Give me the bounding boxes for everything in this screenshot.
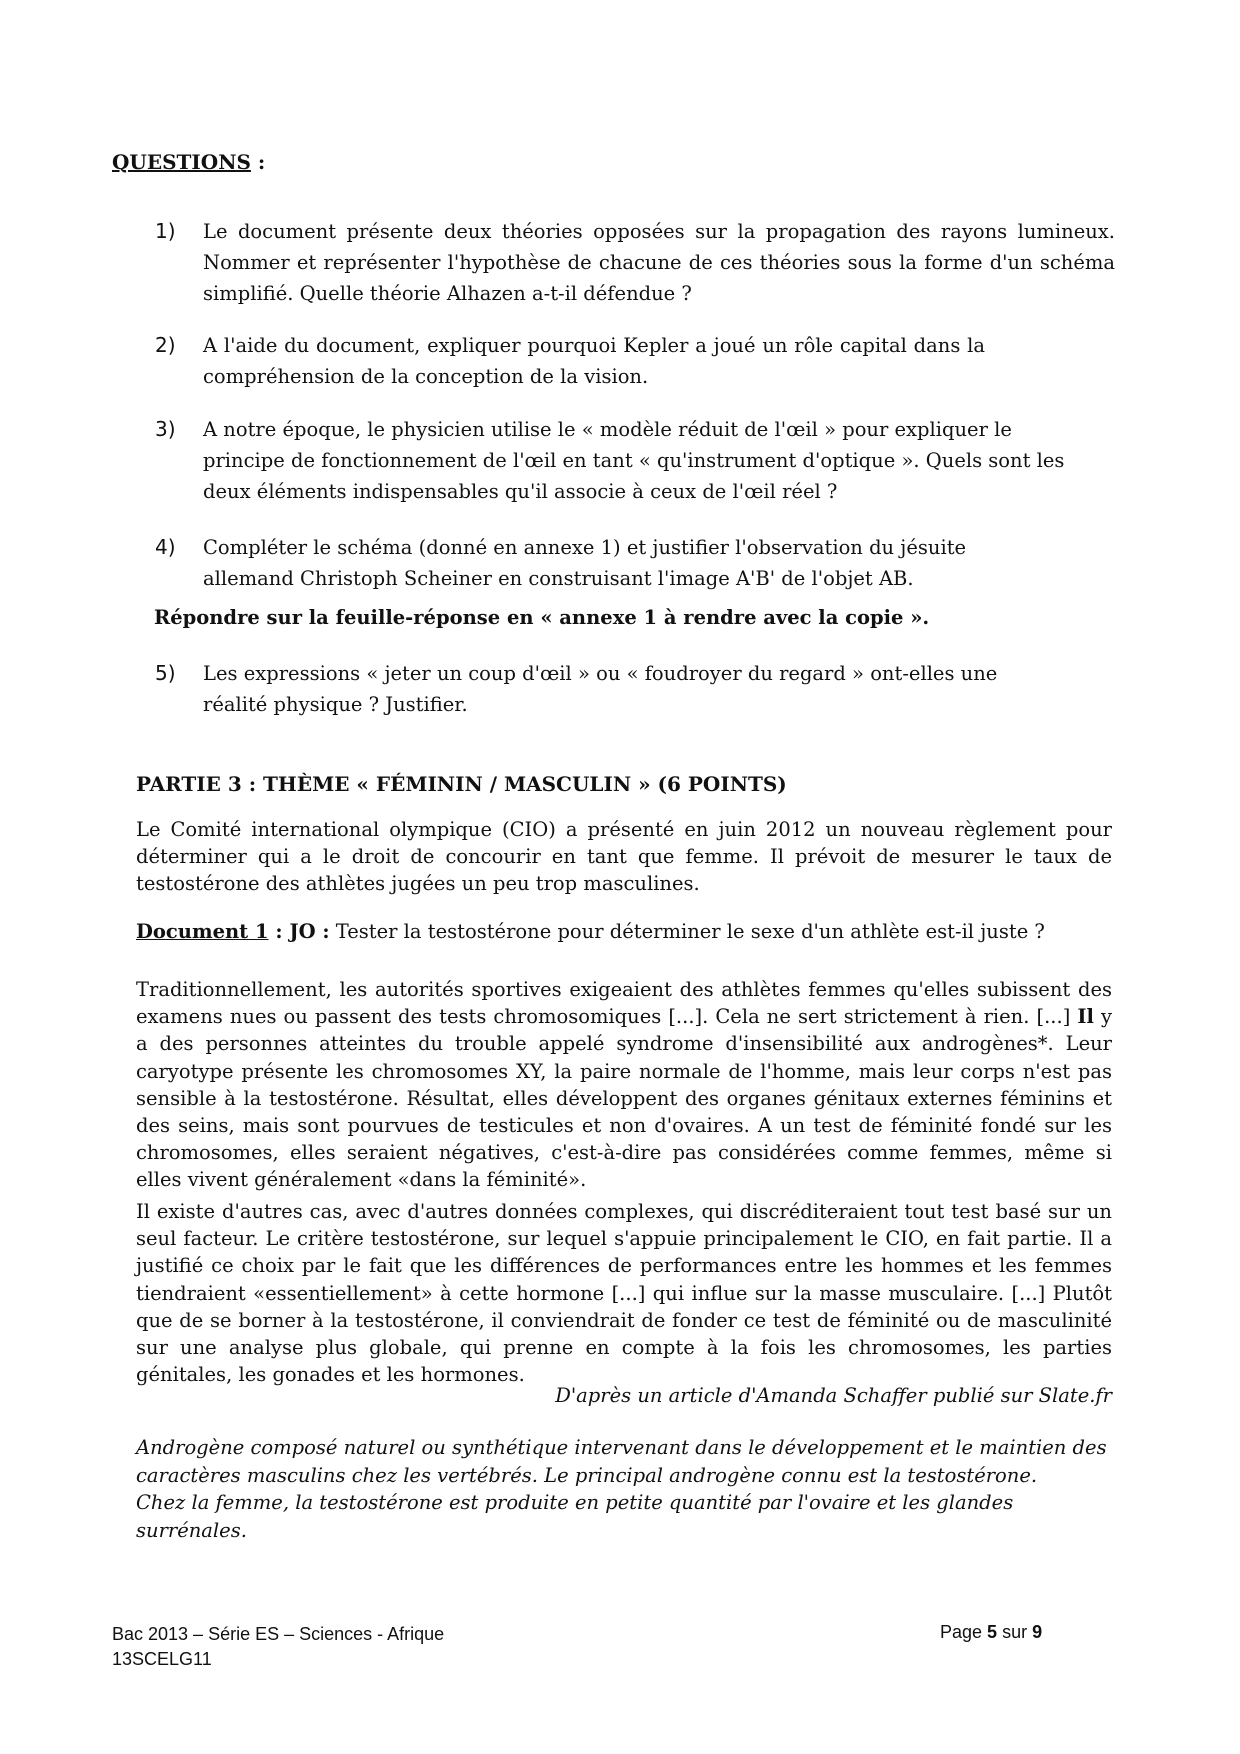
question-text: A l'aide du document, expliquer pourquoi Kepler a joué un rôle capital dans la compréhension de la conception de la vision. [203, 334, 985, 388]
androgen-footnote: Androgène composé naturel ou synthétique intervenant dans le développement et le maintien des caractères masculins chez les vertébrés. Le principal androgène connu est la testostérone. Chez la femme, la testostérone est produite en petite quantité par l'ovaire et les glandes surrénales. [136, 1436, 1107, 1542]
question-number: 4) [155, 535, 176, 559]
footer-page-number: Page 5 sur 9 [940, 1622, 1043, 1642]
part3-intro: Le Comité international olympique (CIO) a présenté en juin 2012 un nouveau règlement pour déterminer qui a le droit de concourir en tant que femme. Il prévoit de mesurer le taux de testostérone des athlètes jugées un peu trop masculines. [136, 818, 1112, 896]
question-number: 5) [155, 661, 176, 685]
footer-exam-info: Bac 2013 – Série ES – Sciences - Afrique 13SCELG11 [112, 1624, 445, 1669]
question-number: 1) [155, 219, 176, 243]
part3-title: PARTIE 3 : THÈME « FÉMININ / MASCULIN » (6 POINTS) [136, 772, 787, 796]
question-text: Les expressions « jeter un coup d'œil » ou « foudroyer du regard » ont-elles une réalité physique ? Justifier. [203, 662, 998, 716]
document1-source: D'après un article d'Amanda Schaffer publié sur Slate.fr [555, 1384, 1112, 1407]
question-text: A notre époque, le physicien utilise le « modèle réduit de l'œil » pour expliquer le principe de fonctionnement de l'œil en tant « qu'instrument d'optique ». Quels sont les deux éléments indispensables qu'il associe à ceux de l'œil réel ? [203, 418, 1065, 503]
document1-paragraph-1: Traditionnellement, les autorités sportives exigeaient des athlètes femmes qu'elles subissent des examens nues ou passent des tests chromosomiques [...]. Cela ne sert strictement à rien. [...] Il y a des personnes atteintes du trouble appelé syndrome d'insensibilité aux androgènes*. Leur caryotype présente les chromosomes XY, la paire normale de l'homme, mais leur corps n'est pas sensible à la testostérone. Résultat, elles développent des organes génitaux externes féminins et des seins, mais sont pourvues de testicules et non d'ovaires. A un test de féminité fondé sur les chromosomes, elles seraient négatives, c'est-à-dire pas considérées comme femmes, même si elles vivent généralement «dans la féminité». [136, 978, 1113, 1192]
question-number: 3) [155, 417, 176, 441]
question-number: 2) [155, 333, 176, 357]
questions-heading: QUESTIONS : [112, 150, 266, 174]
question-text: Le document présente deux théories opposées sur la propagation des rayons lumineux. Nommer et représenter l'hypothèse de chacune de ces théories sous la forme d'un schéma simplifié. Quelle théorie Alhazen a-t-il défendue ? [203, 220, 1115, 305]
document1-title: Document 1 : JO : Tester la testostérone pour déterminer le sexe d'un athlète est-il juste ? [136, 920, 1045, 943]
document1-paragraph-2: Il existe d'autres cas, avec d'autres données complexes, qui discréditeraient tout test basé sur un seul facteur. Le critère testostérone, sur lequel s'appuie principalement le CIO, en fait partie. Il a justifié ce choix par le fait que les différences de performances entre les hommes et les femmes tiendraient «essentiellement» à cette hormone [...] qui influe sur la masse musculaire. [...] Plutôt que de se borner à la testostérone, il conviendrait de fonder ce test de féminité ou de masculinité sur une analyse plus globale, qui prenne en compte à la fois les chromosomes, les parties génitales, les gonades et les hormones. [136, 1200, 1112, 1387]
question-text: Compléter le schéma (donné en annexe 1) et justifier l'observation du jésuite allemand Christoph Scheiner en construisant l'image A'B' de l'objet AB. [203, 536, 967, 590]
answer-sheet-note: Répondre sur la feuille-réponse en « annexe 1 à rendre avec la copie ». [154, 606, 930, 629]
